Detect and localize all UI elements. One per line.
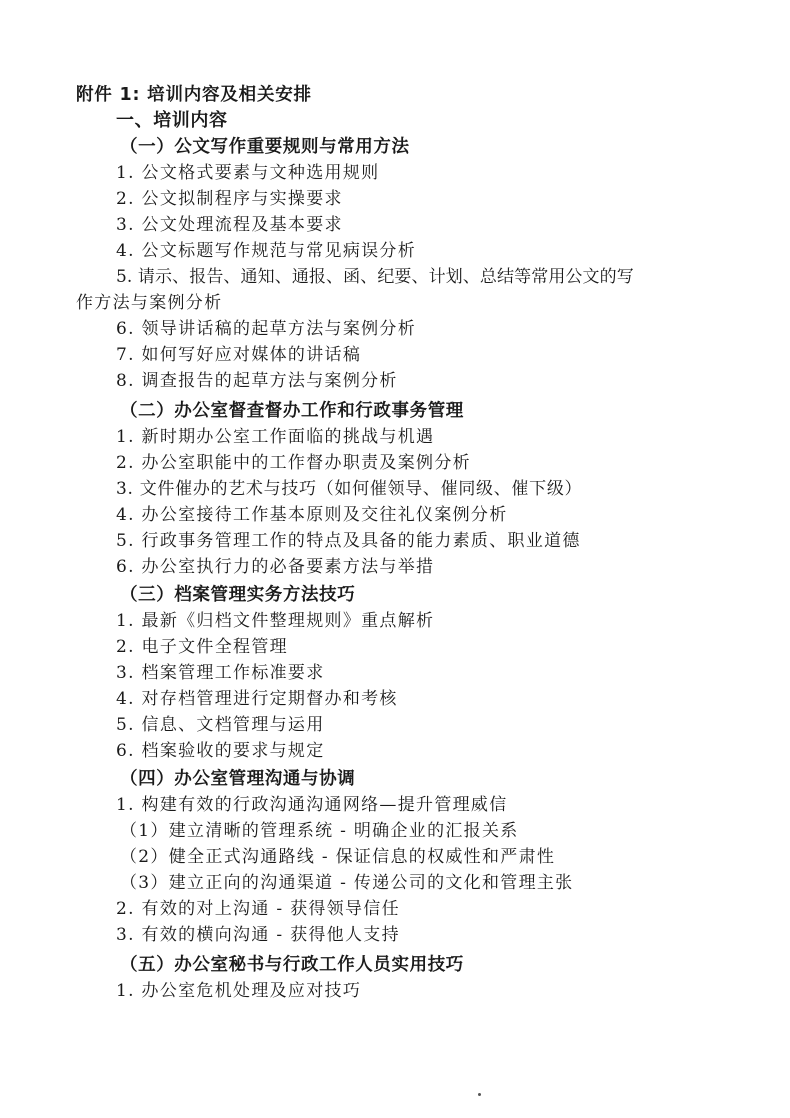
list-item: 1. 构建有效的行政沟通沟通网络—提升管理威信 [116,795,508,815]
list-item: 2. 公文拟制程序与实操要求 [116,189,343,209]
list-item: 4. 公文标题写作规范与常见病误分析 [116,241,417,261]
list-item: 5. 信息、文档管理与运用 [116,715,325,735]
list-item: 4. 对存档管理进行定期督办和考核 [116,689,398,709]
list-item: 3. 档案管理工作标准要求 [116,663,325,683]
list-item: 4. 办公室接待工作基本原则及交往礼仪案例分析 [116,505,508,525]
list-item: 1. 办公室危机处理及应对技巧 [116,981,362,1001]
list-item: 6. 办公室执行力的必备要素方法与举措 [116,557,435,577]
subsection-heading-5: （五）办公室秘书与行政工作人员实用技巧 [120,955,464,975]
list-item: 1. 公文格式要素与文种选用规则 [116,163,380,183]
list-item: 1. 新时期办公室工作面临的挑战与机遇 [116,427,435,447]
list-item: 2. 有效的对上沟通 - 获得领导信任 [116,899,400,919]
list-item: 6. 领导讲话稿的起草方法与案例分析 [116,319,417,339]
section-heading-training-content: 一、培训内容 [116,110,228,131]
list-item: 6. 档案验收的要求与规定 [116,741,325,761]
list-item: 2. 电子文件全程管理 [116,637,288,657]
list-item: 3. 文件催办的艺术与技巧（如何催领导、催同级、催下级） [116,479,583,499]
list-item: （1）建立清晰的管理系统 - 明确企业的汇报关系 [120,821,519,841]
list-item: （3）建立正向的沟通渠道 - 传递公司的文化和管理主张 [120,873,574,893]
list-item: 3. 有效的横向沟通 - 获得他人支持 [116,925,400,945]
list-item: 8. 调查报告的起草方法与案例分析 [116,371,398,391]
list-item-continuation: 作方法与案例分析 [76,293,223,313]
list-item: 5. 请示、报告、通知、通报、函、纪要、计划、总结等常用公文的写 [116,267,634,287]
list-item: 5. 行政事务管理工作的特点及具备的能力素质、职业道德 [116,531,581,551]
subsection-heading-1: （一）公文写作重要规则与常用方法 [120,137,410,157]
list-item: 3. 公文处理流程及基本要求 [116,215,343,235]
list-item: （2）健全正式沟通路线 - 保证信息的权威性和严肃性 [120,847,556,867]
attachment-title: 附件 1: 培训内容及相关安排 [76,85,312,105]
scan-speck [478,1093,481,1096]
list-item: 7. 如何写好应对媒体的讲话稿 [116,345,362,365]
subsection-heading-2: （二）办公室督查督办工作和行政事务管理 [120,401,464,421]
list-item: 2. 办公室职能中的工作督办职责及案例分析 [116,453,471,473]
list-item: 1. 最新《归档文件整理规则》重点解析 [116,611,435,631]
subsection-heading-4: （四）办公室管理沟通与协调 [120,769,356,789]
subsection-heading-3: （三）档案管理实务方法技巧 [120,585,356,605]
